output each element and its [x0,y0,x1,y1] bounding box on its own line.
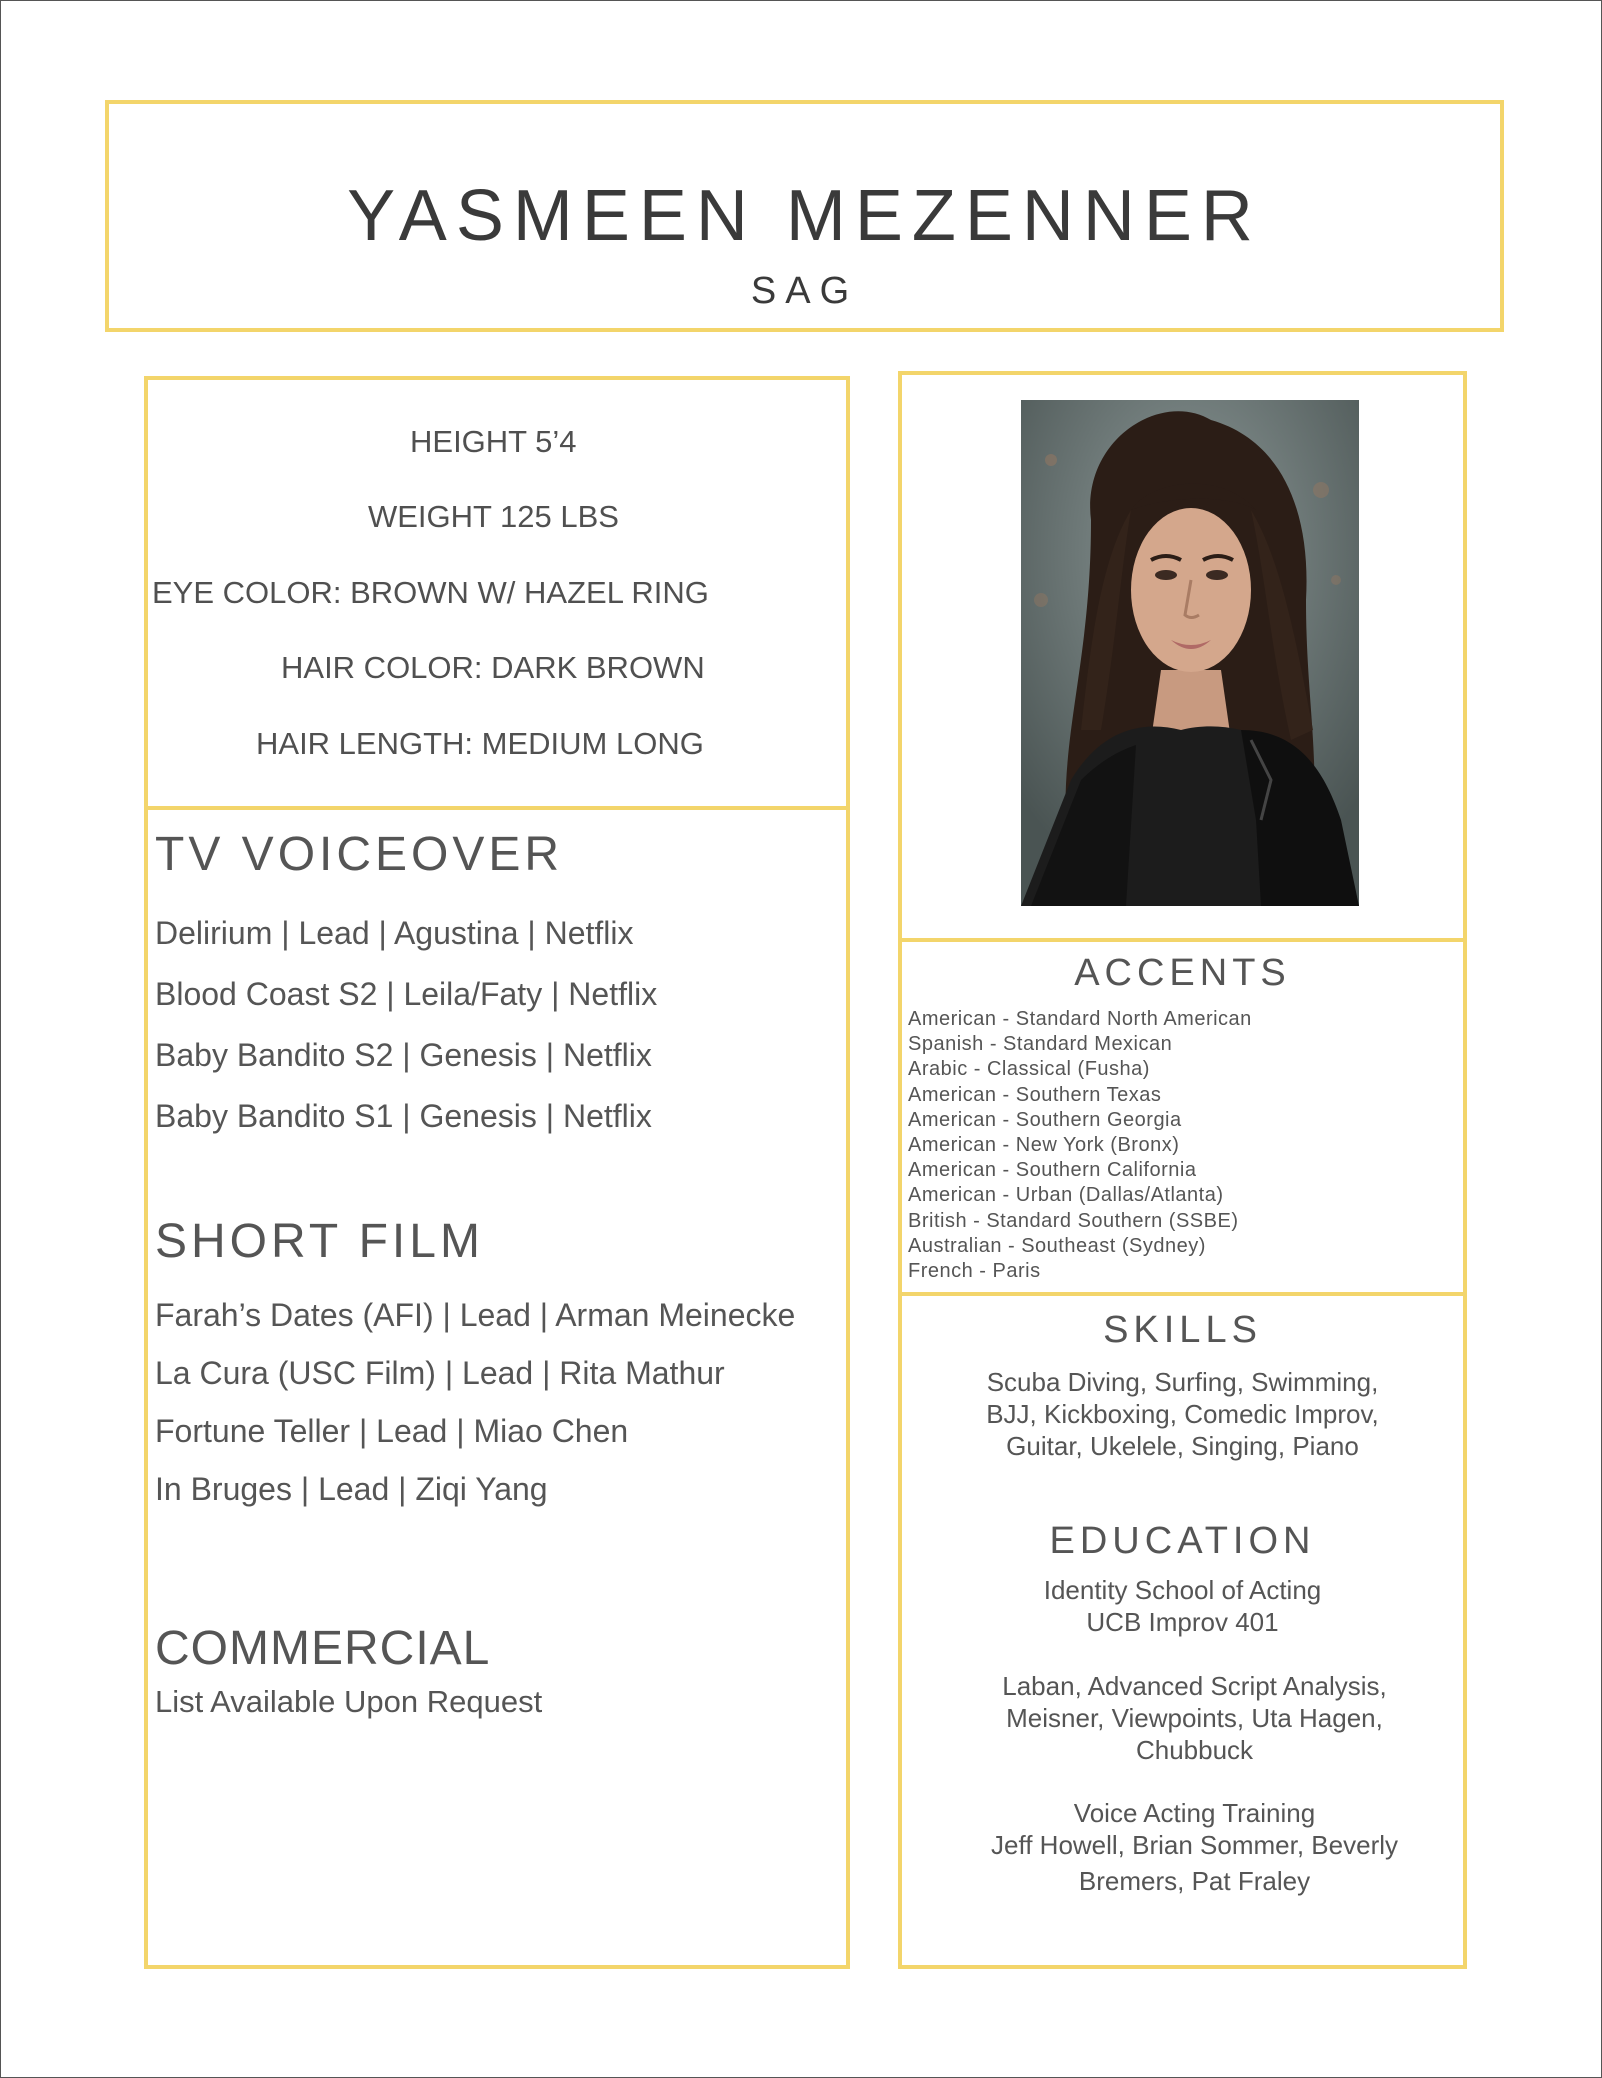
accent-item: French - Paris [908,1259,1041,1282]
tv-credit: Baby Bandito S2 | Genesis | Netflix [155,1037,652,1073]
commercial-heading: COMMERCIAL [155,1622,491,1675]
accent-item: Arabic - Classical (Fusha) [908,1058,1150,1081]
education-heading: EDUCATION [1049,1520,1316,1562]
headshot-illustration [1021,400,1359,906]
accent-item: American - Standard North American [908,1008,1252,1030]
skills-line: Guitar, Ukelele, Singing, Piano [1006,1431,1359,1461]
accents-list [908,1007,1252,1284]
union-affiliation: SAG [750,270,859,312]
film-credit: Farah’s Dates (AFI) | Lead | Arman Meinecke [155,1297,796,1333]
accent-item: American - Southern Texas [908,1083,1162,1106]
stat-hair-color: HAIR COLOR: DARK BROWN [281,650,705,685]
short-film-heading: SHORT FILM [155,1215,484,1268]
accent-item: British - Standard Southern (SSBE) [908,1209,1239,1232]
education-voice-line: Bremers, Pat Fraley [1078,1866,1311,1896]
tv-credit: Delirium | Lead | Agustina | Netflix [155,915,634,951]
education-techniques [910,1670,1479,1766]
accents-heading: ACCENTS [1074,952,1291,994]
film-credit: La Cura (USC Film) | Lead | Rita Mathur [155,1355,725,1391]
accent-item: Australian - Southeast (Sydney) [908,1234,1206,1257]
education-technique-line: Meisner, Viewpoints, Uta Hagen, [1006,1703,1383,1733]
skills-list [898,1366,1467,1462]
stat-height: HEIGHT 5’4 [410,424,577,459]
education-technique-line: Chubbuck [1135,1735,1254,1765]
commercial-note: List Available Upon Request [155,1684,543,1719]
skills-line: Scuba Diving, Surfing, Swimming, [986,1367,1379,1397]
tv-voiceover-heading: TV VOICEOVER [155,828,564,881]
actor-name: YASMEEN MEZENNER [347,176,1262,256]
education-voice-training [910,1797,1479,1897]
education-voice-line: Jeff Howell, Brian Sommer, Beverly [991,1830,1398,1860]
tv-credit: Baby Bandito S1 | Genesis | Netflix [155,1098,652,1134]
accent-item: American - New York (Bronx) [908,1133,1180,1156]
skills-heading: SKILLS [1103,1309,1262,1351]
accent-item: American - Southern Georgia [908,1108,1182,1131]
stat-hair-length: HAIR LENGTH: MEDIUM LONG [256,726,704,761]
education-technique-line: Laban, Advanced Script Analysis, [1002,1671,1387,1701]
education-school: Identity School of Acting [1043,1575,1322,1605]
tv-credit: Blood Coast S2 | Leila/Faty | Netflix [155,976,658,1012]
education-voice-line: Voice Acting Training [1073,1798,1316,1828]
headshot-photo [1021,400,1359,906]
skills-line: BJJ, Kickboxing, Comedic Improv, [986,1399,1379,1429]
stat-weight: WEIGHT 125 LBS [368,499,619,534]
film-credit: In Bruges | Lead | Ziqi Yang [155,1471,548,1507]
accent-item: American - Southern California [908,1159,1197,1182]
education-school: UCB Improv 401 [1086,1607,1279,1637]
accent-item: Spanish - Standard Mexican [908,1033,1173,1056]
accent-item: American - Urban (Dallas/Atlanta) [908,1184,1224,1207]
stat-eye-color: EYE COLOR: BROWN W/ HAZEL RING [152,575,709,610]
education-schools [898,1574,1467,1638]
film-credit: Fortune Teller | Lead | Miao Chen [155,1413,629,1449]
